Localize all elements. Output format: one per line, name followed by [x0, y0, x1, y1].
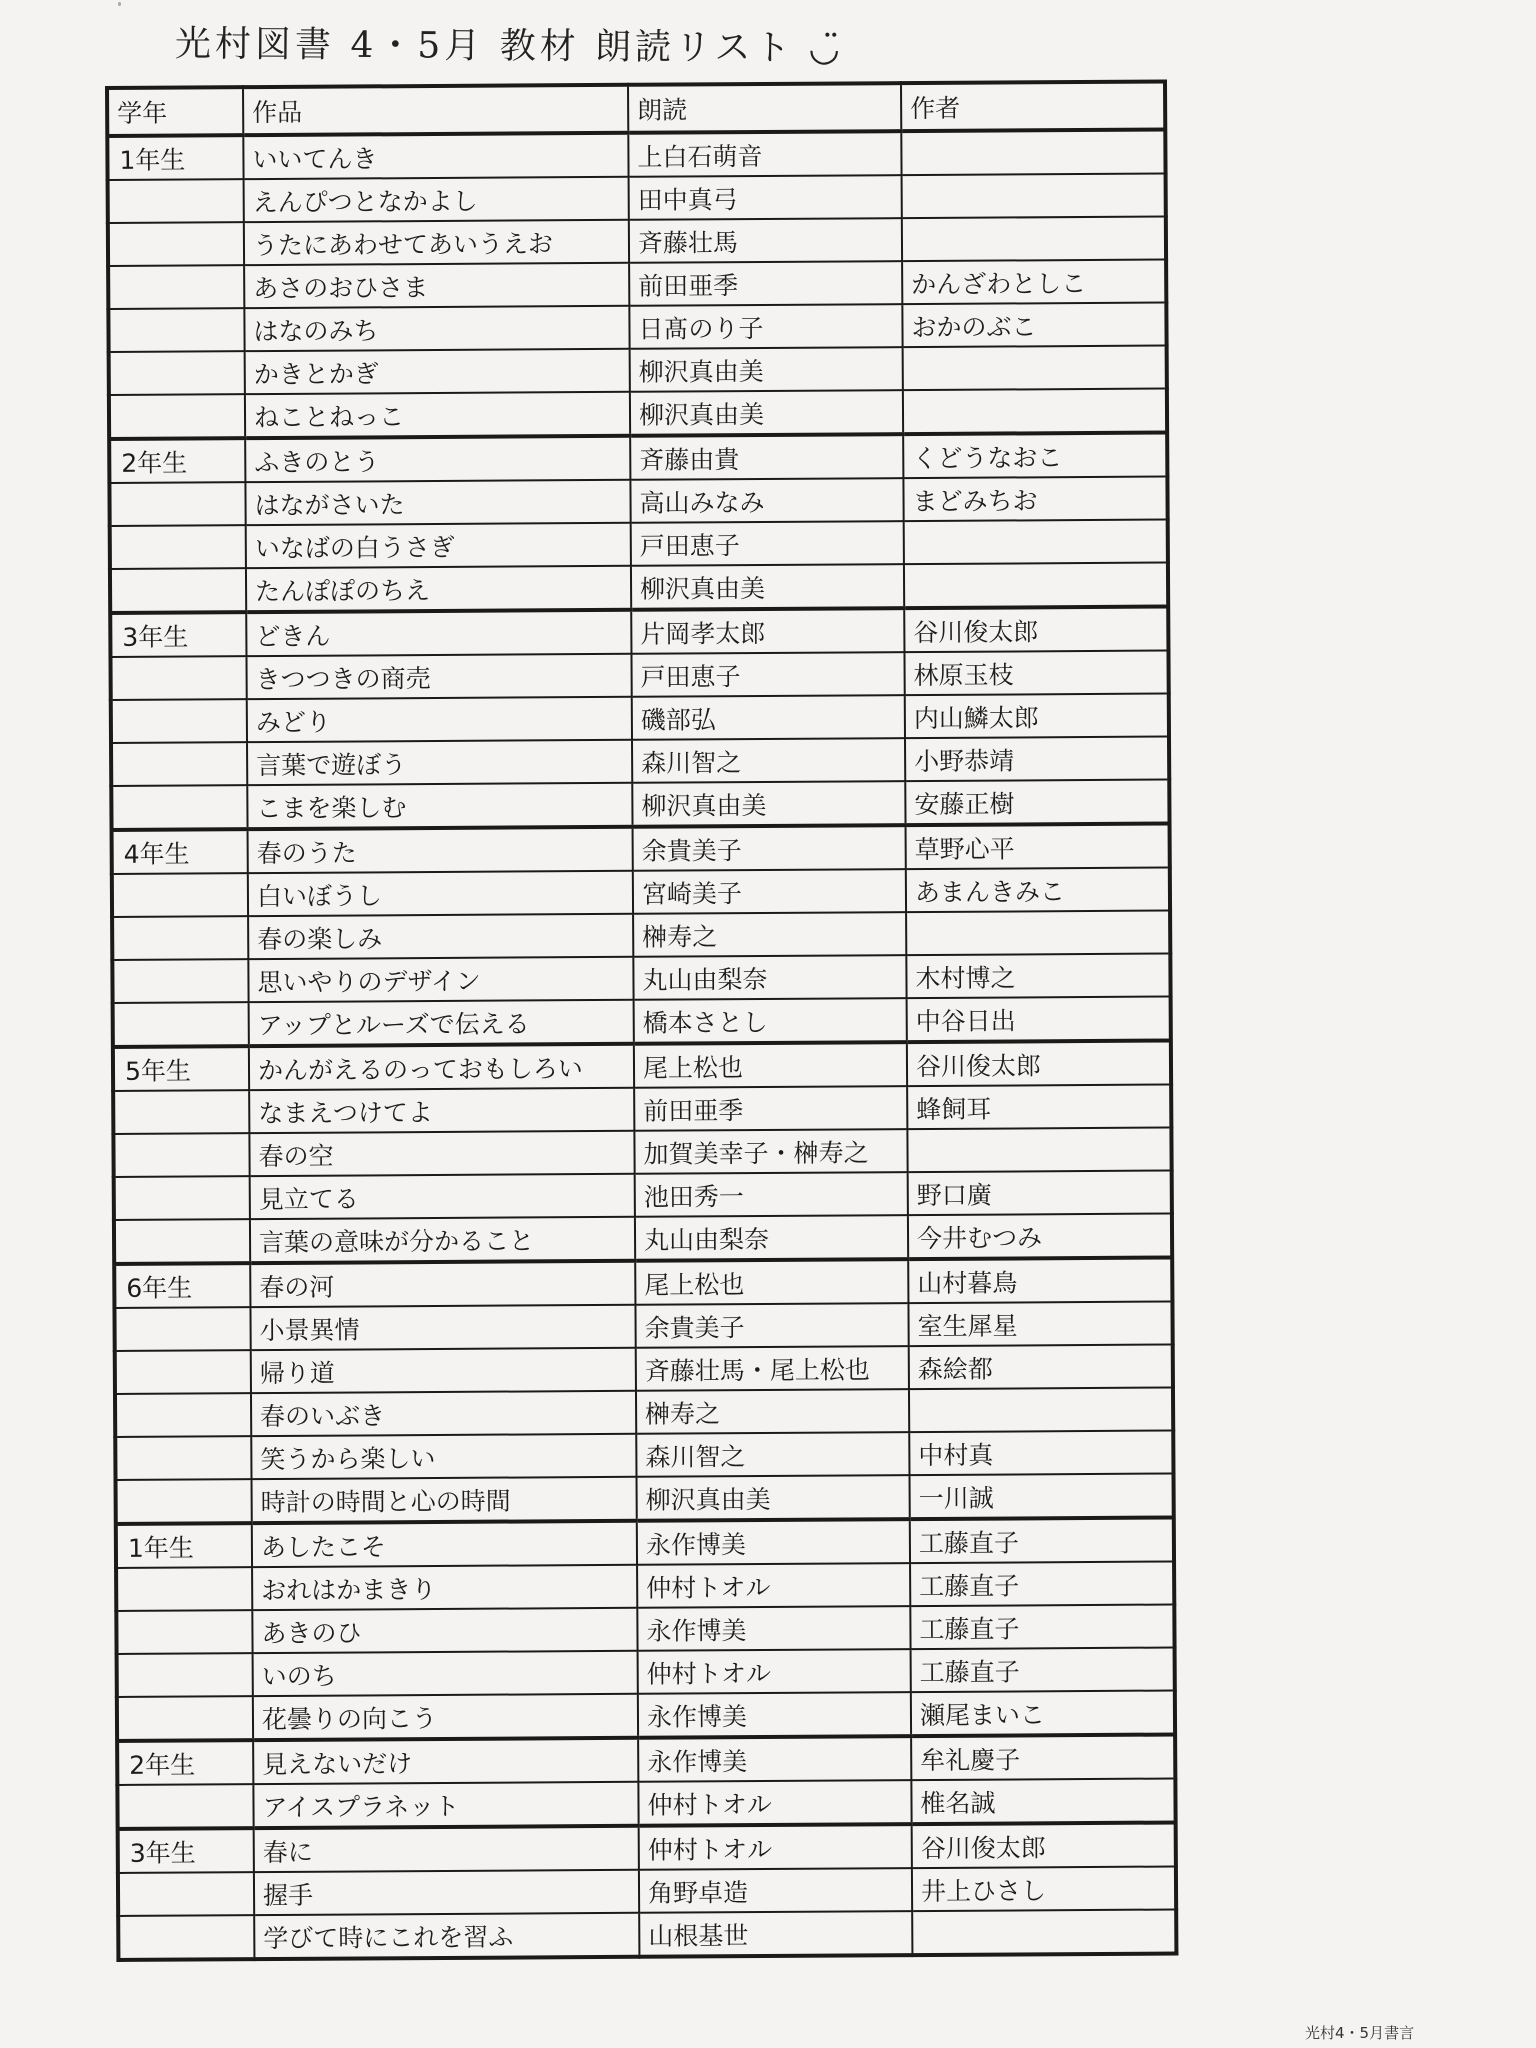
reading-cell: 丸山由梨奈: [633, 955, 906, 1000]
grade-cell: [114, 1176, 250, 1220]
reading-cell: 柳沢真由美: [632, 781, 905, 827]
grade-cell: [118, 1872, 254, 1916]
work-cell: みどり: [247, 697, 632, 742]
table-row: [109, 389, 1167, 439]
reading-cell: 上白石萌音: [628, 131, 901, 177]
reading-cell: 田中真弓: [629, 175, 902, 220]
reading-cell: 余貴美子: [633, 825, 906, 871]
table-row: [113, 1085, 1171, 1134]
table-row: [113, 1041, 1171, 1091]
reading-cell: 尾上松也: [635, 1259, 908, 1305]
table-row: [109, 433, 1167, 483]
smiley-icon: ◡̈: [808, 28, 844, 70]
grade-cell: [115, 1393, 251, 1437]
work-cell: かきとかぎ: [245, 349, 630, 394]
author-cell: 中谷日出: [907, 997, 1171, 1043]
author-cell: まどみちお: [903, 477, 1167, 522]
work-cell: 言葉で遊ぼう: [247, 740, 632, 785]
author-cell: 工藤直子: [910, 1604, 1174, 1649]
reading-cell: 柳沢真由美: [630, 347, 903, 392]
reading-cell: 斉藤壮馬: [629, 218, 902, 263]
table-row: [117, 1778, 1175, 1828]
table-row: [115, 1388, 1173, 1437]
author-cell: [909, 1388, 1173, 1433]
grade-cell: [111, 785, 247, 830]
table-row: [116, 1604, 1174, 1653]
table-row: [111, 780, 1169, 830]
work-cell: 小景異情: [250, 1305, 635, 1350]
table-row: [109, 477, 1167, 526]
grade-cell: [109, 394, 245, 439]
header-grade: 学年: [107, 87, 243, 136]
author-cell: 牟礼慶子: [911, 1734, 1175, 1780]
author-cell: [901, 130, 1165, 176]
grade-cell: 2年生: [117, 1740, 253, 1785]
work-cell: 春の河: [250, 1261, 635, 1307]
grade-cell: [110, 525, 246, 569]
grade-cell: 3年生: [110, 612, 246, 657]
work-cell: 思いやりのデザイン: [248, 957, 633, 1002]
work-cell: アップとルーズで伝える: [249, 1000, 634, 1046]
reading-cell: 前田亜季: [634, 1086, 907, 1131]
reading-cell: 加賀美幸子・榊寿之: [634, 1129, 907, 1174]
work-cell: どきん: [246, 610, 631, 656]
author-cell: おかのぶこ: [902, 303, 1166, 348]
author-cell: 野口廣: [908, 1171, 1172, 1216]
work-cell: ふきのとう: [245, 436, 630, 482]
table-row: [114, 1258, 1172, 1308]
grade-cell: [117, 1696, 253, 1741]
grade-cell: [114, 1307, 250, 1351]
reading-cell: 余貴美子: [635, 1303, 908, 1348]
paper-mark: [118, 2, 121, 6]
grade-cell: 4年生: [112, 829, 248, 874]
author-cell: 森絵都: [909, 1345, 1173, 1390]
grade-cell: [108, 222, 244, 266]
work-cell: 春に: [254, 1826, 639, 1872]
author-cell: 谷川俊太郎: [904, 607, 1168, 653]
table-row: [118, 1866, 1176, 1915]
author-cell: 今井むつみ: [908, 1214, 1172, 1260]
work-cell: あしたこそ: [252, 1521, 637, 1567]
work-cell: 春の空: [249, 1131, 634, 1176]
reading-cell: 片岡孝太郎: [631, 608, 904, 654]
reading-cell: 高山みなみ: [630, 478, 903, 523]
table-row: [110, 520, 1168, 569]
table-row: [107, 130, 1165, 180]
grade-cell: [109, 482, 245, 526]
reading-cell: 仲村トオル: [639, 1824, 912, 1870]
work-cell: あさのおひさま: [244, 263, 629, 308]
work-cell: ねことねっこ: [245, 392, 630, 438]
table-row: [112, 868, 1170, 917]
author-cell: 内山鱗太郎: [905, 694, 1169, 739]
author-cell: 林原玉枝: [904, 651, 1168, 696]
author-cell: あまんきみこ: [906, 868, 1170, 913]
table-row: [114, 1302, 1172, 1351]
work-cell: 学びて時にこれを習ふ: [254, 1913, 639, 1959]
reading-list-table: [105, 80, 1178, 1962]
table-row: [114, 1214, 1172, 1264]
grade-cell: [115, 1350, 251, 1394]
work-cell: 時計の時間と心の時間: [252, 1477, 637, 1523]
work-cell: はながさいた: [245, 480, 630, 525]
work-cell: かんがえるのっておもしろい: [249, 1044, 634, 1090]
reading-cell: 永作博美: [637, 1606, 910, 1651]
author-cell: 木村博之: [906, 954, 1170, 999]
reading-cell: 永作博美: [638, 1736, 911, 1782]
work-cell: 握手: [254, 1870, 639, 1915]
reading-list-sheet: [105, 80, 1174, 1962]
author-cell: [903, 389, 1167, 435]
author-cell: 工藤直子: [910, 1561, 1174, 1606]
table-row: [116, 1473, 1174, 1523]
reading-cell: 角野卓造: [639, 1868, 912, 1913]
author-cell: 中村真: [909, 1430, 1173, 1475]
work-cell: アイスプラネット: [253, 1782, 638, 1828]
grade-cell: [114, 1219, 250, 1264]
work-cell: 見立てる: [250, 1174, 635, 1219]
table-row: [109, 346, 1167, 395]
author-cell: かんざわとしこ: [902, 260, 1166, 305]
work-cell: 花曇りの向こう: [253, 1694, 638, 1740]
reading-cell: 橋本さとし: [634, 998, 907, 1044]
author-cell: 井上ひさし: [912, 1866, 1176, 1911]
grade-cell: [112, 959, 248, 1003]
author-cell: 安藤正樹: [905, 780, 1169, 826]
reading-cell: 柳沢真由美: [631, 564, 904, 610]
author-cell: 蜂飼耳: [907, 1085, 1171, 1130]
grade-cell: 3年生: [118, 1828, 254, 1873]
table-row: [108, 303, 1166, 352]
work-cell: 春のうた: [248, 827, 633, 873]
table-row: [115, 1345, 1173, 1394]
author-cell: [912, 1909, 1176, 1955]
work-cell: はなのみち: [244, 306, 629, 351]
reading-cell: 森川智之: [632, 738, 905, 783]
reading-cell: 戸田恵子: [631, 521, 904, 566]
grade-cell: 2年生: [109, 438, 245, 483]
table-row: [118, 1822, 1176, 1872]
grade-cell: 1年生: [107, 135, 243, 180]
grade-cell: [117, 1784, 253, 1829]
author-cell: [902, 174, 1166, 219]
author-cell: 椎名誠: [911, 1778, 1175, 1824]
grade-cell: [110, 568, 246, 613]
reading-cell: 丸山由梨奈: [635, 1215, 908, 1261]
author-cell: 工藤直子: [911, 1647, 1175, 1692]
work-cell: 見えないだけ: [253, 1738, 638, 1784]
reading-cell: 榊寿之: [636, 1389, 909, 1434]
reading-cell: 柳沢真由美: [630, 390, 903, 436]
reading-cell: 戸田恵子: [631, 652, 904, 697]
author-cell: [904, 520, 1168, 565]
work-cell: あきのひ: [252, 1608, 637, 1653]
work-cell: きつつきの商売: [246, 654, 631, 699]
grade-cell: [113, 1090, 249, 1134]
reading-cell: 尾上松也: [634, 1042, 907, 1088]
work-cell: 春の楽しみ: [248, 914, 633, 959]
table-row: [112, 954, 1170, 1003]
grade-cell: [108, 179, 244, 223]
header-row: [107, 82, 1165, 136]
work-cell: 白いぼうし: [248, 871, 633, 916]
grade-cell: [118, 1915, 254, 1960]
grade-cell: [116, 1610, 252, 1654]
table-row: [108, 260, 1166, 309]
reading-cell: 榊寿之: [633, 912, 906, 957]
table-row: [110, 607, 1168, 657]
table-row: [118, 1909, 1176, 1959]
work-cell: 春のいぶき: [251, 1391, 636, 1436]
author-cell: 草野心平: [906, 824, 1170, 870]
table-row: [110, 563, 1168, 613]
reading-cell: 宮崎美子: [633, 869, 906, 914]
table-row: [108, 217, 1166, 266]
grade-cell: [112, 916, 248, 960]
grade-cell: [109, 351, 245, 395]
table-row: [117, 1647, 1175, 1696]
grade-cell: 5年生: [113, 1046, 249, 1091]
author-cell: 瀬尾まいこ: [911, 1690, 1175, 1736]
work-cell: いいてんき: [243, 133, 628, 179]
title-text: 光村図書 4・5月 教材 朗読リスト: [174, 23, 795, 69]
reading-cell: 森川智之: [636, 1432, 909, 1477]
reading-cell: 前田亜季: [629, 261, 902, 306]
author-cell: 工藤直子: [910, 1517, 1174, 1563]
work-cell: 言葉の意味が分かること: [250, 1217, 635, 1263]
author-cell: [902, 217, 1166, 262]
grade-cell: [110, 656, 246, 700]
work-cell: なまえつけてよ: [249, 1088, 634, 1133]
work-cell: 笑うから楽しい: [251, 1434, 636, 1479]
grade-cell: [116, 1479, 252, 1524]
author-cell: 谷川俊太郎: [912, 1822, 1176, 1868]
reading-cell: 山根基世: [639, 1911, 912, 1957]
table-row: [116, 1517, 1174, 1567]
work-cell: 帰り道: [251, 1348, 636, 1393]
author-cell: [904, 563, 1168, 609]
grade-cell: 6年生: [114, 1263, 250, 1308]
grade-cell: [117, 1653, 253, 1697]
author-cell: 室生犀星: [908, 1302, 1172, 1347]
table-row: [113, 997, 1171, 1047]
author-cell: [906, 911, 1170, 956]
grade-cell: [115, 1436, 251, 1480]
table-row: [112, 824, 1170, 874]
table-row: [117, 1734, 1175, 1784]
work-cell: たんぽぽのちえ: [246, 566, 631, 612]
table-row: [113, 1128, 1171, 1177]
grade-cell: [113, 1133, 249, 1177]
table-row: [114, 1171, 1172, 1220]
author-cell: [907, 1128, 1171, 1173]
reading-cell: 日髙のり子: [629, 304, 902, 349]
table-row: [115, 1430, 1173, 1479]
work-cell: いのち: [253, 1651, 638, 1696]
reading-cell: 永作博美: [637, 1519, 910, 1565]
page-title: [175, 16, 844, 72]
author-cell: 谷川俊太郎: [907, 1041, 1171, 1087]
reading-cell: 斉藤由貴: [630, 434, 903, 480]
author-cell: 一川誠: [910, 1473, 1174, 1519]
table-row: [116, 1561, 1174, 1610]
grade-cell: 1年生: [116, 1523, 252, 1568]
work-cell: おれはかまきり: [252, 1565, 637, 1610]
work-cell: うたにあわせてあいうえお: [244, 220, 629, 265]
table-row: [108, 174, 1166, 223]
author-cell: 山村暮鳥: [908, 1258, 1172, 1304]
table-row: [111, 737, 1169, 786]
reading-cell: 仲村トオル: [637, 1563, 910, 1608]
table-row: [110, 651, 1168, 700]
reading-cell: 柳沢真由美: [637, 1475, 910, 1521]
table-row: [112, 911, 1170, 960]
reading-cell: 斉藤壮馬・尾上松也: [636, 1346, 909, 1391]
reading-cell: 仲村トオル: [638, 1649, 911, 1694]
header-work: 作品: [243, 85, 628, 135]
reading-cell: 池田秀一: [635, 1172, 908, 1217]
work-cell: いなばの白うさぎ: [246, 523, 631, 568]
grade-cell: [108, 308, 244, 352]
header-reading: 朗読: [628, 83, 901, 133]
work-cell: こまを楽しむ: [247, 783, 632, 829]
reading-cell: 仲村トオル: [638, 1780, 911, 1826]
table-row: [111, 694, 1169, 743]
grade-cell: [113, 1002, 249, 1047]
grade-cell: [112, 873, 248, 917]
grade-cell: [111, 699, 247, 743]
author-cell: くどうなおこ: [903, 433, 1167, 479]
author-cell: 小野恭靖: [905, 737, 1169, 782]
work-cell: えんぴつとなかよし: [244, 177, 629, 222]
grade-cell: [111, 742, 247, 786]
header-author: 作者: [901, 82, 1165, 132]
footnote: 光村4・5月書言: [1305, 2024, 1415, 2042]
reading-cell: 磯部弘: [632, 695, 905, 740]
grade-cell: [116, 1567, 252, 1611]
table-body: [107, 130, 1176, 1960]
author-cell: [903, 346, 1167, 391]
reading-cell: 永作博美: [638, 1692, 911, 1738]
table-row: [117, 1690, 1175, 1740]
grade-cell: [108, 265, 244, 309]
